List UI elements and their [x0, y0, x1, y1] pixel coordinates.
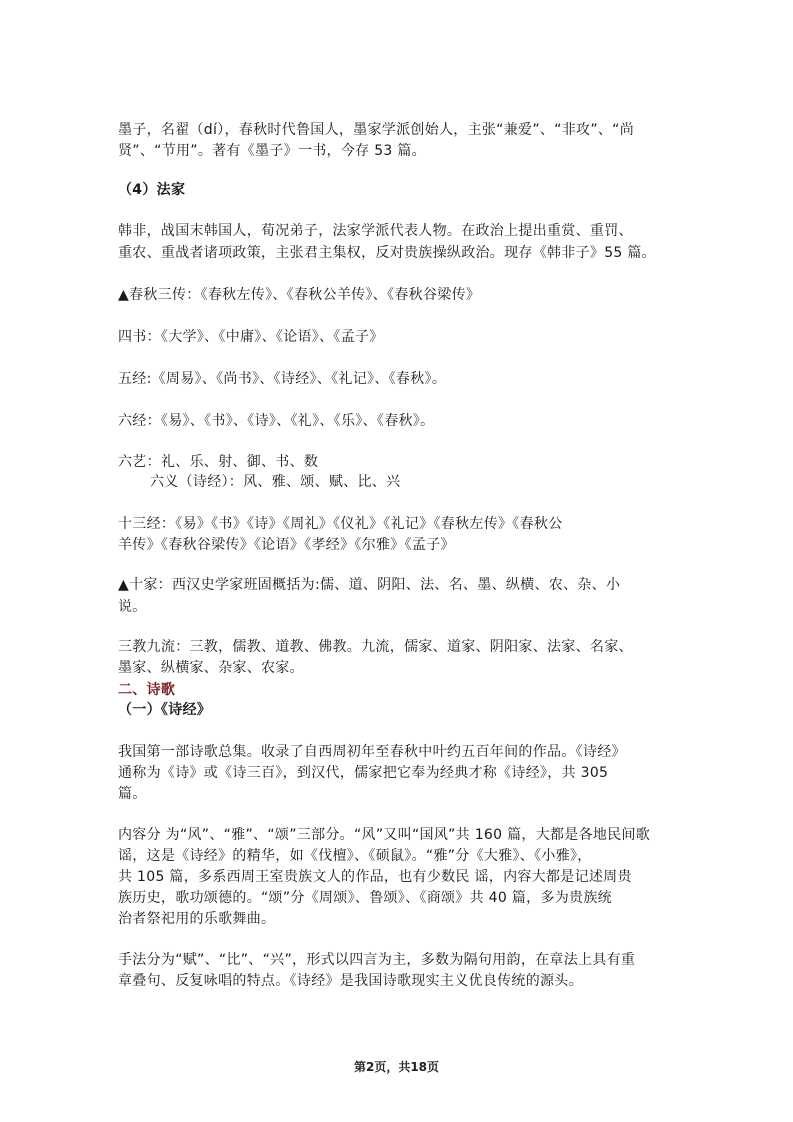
text-line: 我国第一部诗歌总集。收录了自西周初年至春秋中叶约五百年间的作品。《诗经》: [118, 744, 626, 760]
section-heading: （一）《诗经》: [118, 702, 212, 718]
text-line: 重农、重战者诸项政策，主张君主集权，反对贵族操纵政治。现存《韩非子》55 篇。: [118, 245, 656, 261]
page-footer: 第2页，共18页: [353, 1060, 440, 1074]
text-line: ▲十家：西汉史学家班固概括为:儒、道、阴阳、法、名、墨、纵横、农、杂、小: [118, 577, 621, 593]
text-line: 墨子，名翟（dí），春秋时代鲁国人，墨家学派创始人，主张“兼爱”、“非攻”、“尚: [118, 122, 635, 138]
chapter-heading: 二、诗歌: [118, 682, 176, 698]
text-line: 五经:《周易》、《尚书》、《诗经》、《礼记》、《春秋》。: [118, 371, 447, 387]
text-line: 内容分 为“风”、“雅”、“颂”三部分。“风”又叫“国风”共 160 篇，大都是各地民间歌: [118, 827, 651, 843]
text-line: 三教九流：三教，儒教、道教、佛教。九流，儒家、道家、阴阳家、法家、名家、: [118, 639, 633, 655]
text-line: 六艺：礼、乐、射、御、书、数: [118, 454, 319, 470]
text-line: 手法分为“赋”、“比”、“兴”，形式以四言为主，多数为隔句用韵，在章法上具有重: [118, 952, 636, 968]
text-line: 墨家、纵横家、杂家、农家。: [118, 660, 304, 676]
text-line: 四书：《大学》、《中庸》、《论语》、《孟子》: [118, 329, 384, 345]
text-line: 通称为《诗》或《诗三百》，到汉代，儒家把它奉为经典才称《诗经》，共 305: [118, 765, 609, 781]
text-line: ▲春秋三传：《春秋左传》、《春秋公羊传》、《春秋谷梁传》: [118, 287, 481, 303]
text-line: 族历史，歌功颂德的。“颂”分《周颂》、鲁颂》、《商颂》共 40 篇，多为贵族统: [118, 890, 612, 906]
text-line: 十三经：《易》《书》《诗》《周礼》《仪礼》《礼记》《春秋左传》《春秋公: [118, 516, 563, 532]
text-line: 章叠句、反复咏唱的特点。《诗经》是我国诗歌现实主义优良传统的源头。: [118, 973, 583, 989]
text-line: 说。: [118, 599, 147, 615]
text-line: 六经：《易》、《书》、《诗》、《礼》、《乐》、《春秋》。: [118, 413, 435, 429]
text-line: 贤”、“节用”。著有《墨子》一书，今存 53 篇。: [118, 143, 426, 159]
text-line: 治者祭祀用的乐歌舞曲。: [118, 911, 276, 927]
text-line: 谣，这是《诗经》的精华，如《伐檀》、《硕鼠》。“雅”分《大雅》、《小雅》，: [118, 848, 592, 864]
section-heading: （4）法家: [118, 182, 186, 198]
text-line: 共 105 篇，多系西周王室贵族文人的作品，也有少数民 谣，内容大都是记述周贵: [118, 869, 632, 885]
text-line: 韩非，战国末韩国人，荀况弟子，法家学派代表人物。在政治上提出重赏、重罚、: [118, 223, 633, 239]
text-line: 六义（诗经）：风、雅、颂、赋、比、兴: [150, 474, 401, 490]
text-line: 篇。: [118, 786, 147, 802]
text-line: 羊传》《春秋谷梁传》《论语》《孝经》《尔雅》《孟子》: [118, 537, 455, 553]
